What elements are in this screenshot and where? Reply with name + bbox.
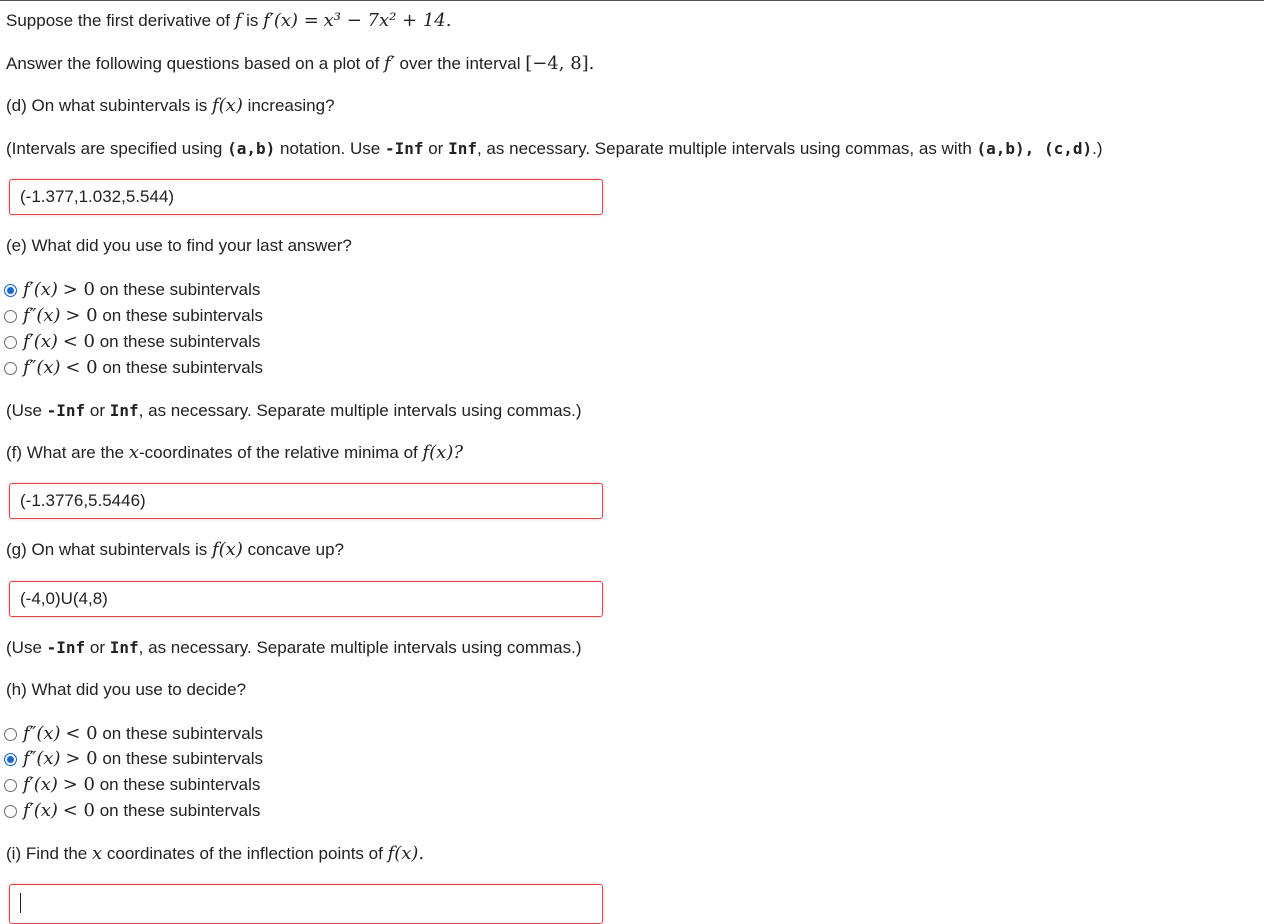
question-g	[6, 539, 344, 561]
usage-note-2	[6, 637, 582, 659]
note-prefix: (Use	[6, 638, 42, 657]
interval-label: [−4, 8].	[525, 53, 595, 74]
intro-is: is	[246, 11, 259, 30]
option-func: f′(x)	[23, 800, 58, 821]
radio-option-e-2[interactable]	[4, 305, 263, 327]
question-d-prefix: (d) On what subintervals is	[6, 96, 208, 115]
radio-option-e-3[interactable]	[4, 331, 260, 353]
note-neg-inf-code: -Inf	[46, 401, 86, 420]
instr-inf-code: Inf	[448, 139, 477, 158]
note-or: or	[89, 401, 106, 420]
option-rel: > 0	[62, 774, 95, 795]
radio-button-e-2[interactable]	[4, 310, 17, 323]
question-h: (h) What did you use to decide?	[6, 680, 247, 699]
interval-instructions	[6, 138, 1103, 160]
note-suffix: , as necessary. Separate multiple intervals using commas.)	[138, 401, 582, 420]
option-text: on these subintervals	[99, 775, 261, 794]
question-f-mid: -coordinates of the relative minima of	[139, 443, 418, 462]
option-rel: > 0	[65, 305, 98, 326]
question-f	[6, 442, 463, 464]
question-i	[6, 843, 424, 865]
question-e: (e) What did you use to find your last answer?	[6, 236, 352, 255]
instr-or: or	[428, 139, 444, 158]
math-f: f	[234, 10, 242, 31]
question-i-prefix: (i) Find the	[6, 844, 88, 863]
option-text: on these subintervals	[102, 306, 263, 325]
intro-line2-mid: over the interval	[399, 54, 521, 73]
option-func: f″(x)	[23, 723, 61, 744]
option-rel: < 0	[62, 331, 95, 352]
option-func: f′(x)	[23, 331, 58, 352]
radio-option-h-1[interactable]	[4, 723, 263, 745]
option-text: on these subintervals	[99, 280, 261, 299]
question-d-suffix: increasing?	[247, 96, 335, 115]
note-neg-inf-code: -Inf	[46, 638, 86, 657]
radio-button-h-3[interactable]	[4, 779, 17, 792]
instr-mid2: , as necessary. Separate multiple intervals using commas, as with	[476, 139, 972, 158]
note-inf-code: Inf	[109, 401, 139, 420]
instr-neg-inf-code: -Inf	[384, 139, 424, 158]
intro-line-1	[6, 10, 451, 32]
radio-button-e-4[interactable]	[4, 362, 17, 375]
top-divider	[0, 0, 1264, 1]
intro-prefix: Suppose the first derivative of	[6, 11, 230, 30]
math-x: x	[91, 843, 103, 864]
instr-prefix: (Intervals are specified using	[6, 139, 223, 158]
radio-button-e-1[interactable]	[4, 284, 17, 297]
usage-note-1	[6, 400, 582, 422]
radio-button-h-2[interactable]	[4, 753, 17, 766]
math-fprime-x: f′(x) =	[263, 10, 319, 31]
option-text: on these subintervals	[99, 332, 261, 351]
text-caret	[20, 893, 21, 913]
instr-end: .)	[1092, 139, 1103, 158]
option-rel: > 0	[62, 279, 95, 300]
option-rel: < 0	[62, 800, 95, 821]
question-g-suffix: concave up?	[247, 540, 344, 559]
answer-input-d[interactable]: (-1.377,1.032,5.544)	[9, 179, 603, 215]
instr-mid1: notation. Use	[280, 139, 381, 158]
instr-ab-code: (a,b)	[227, 139, 276, 158]
instr-example-code: (a,b), (c,d)	[976, 139, 1093, 158]
answer-input-i[interactable]	[9, 884, 603, 924]
option-func: f′(x)	[23, 279, 58, 300]
option-text: on these subintervals	[102, 724, 263, 743]
question-g-prefix: (g) On what subintervals is	[6, 540, 208, 559]
math-fx: f(x)?	[422, 442, 463, 463]
option-func: f′(x)	[23, 774, 58, 795]
math-fx: f(x)	[211, 95, 243, 116]
option-func: f″(x)	[23, 748, 61, 769]
question-f-prefix: (f) What are the	[6, 443, 125, 462]
radio-option-h-4[interactable]	[4, 800, 260, 822]
note-prefix: (Use	[6, 401, 42, 420]
radio-button-e-3[interactable]	[4, 336, 17, 349]
question-i-mid: coordinates of the inflection points of	[106, 844, 383, 863]
math-fprime: f′	[384, 53, 395, 74]
option-text: on these subintervals	[102, 358, 263, 377]
option-text: on these subintervals	[102, 749, 263, 768]
option-rel: > 0	[65, 748, 98, 769]
radio-option-h-2[interactable]	[4, 748, 263, 770]
answer-input-f[interactable]: (-1.3776,5.5446)	[9, 483, 603, 519]
radio-button-h-4[interactable]	[4, 805, 17, 818]
intro-line2-prefix: Answer the following questions based on a plot of	[6, 54, 380, 73]
math-x: x	[128, 442, 139, 463]
math-fx: f(x)	[211, 539, 243, 560]
option-text: on these subintervals	[99, 801, 261, 820]
note-suffix: , as necessary. Separate multiple intervals using commas.)	[138, 638, 582, 657]
question-d	[6, 95, 335, 117]
option-rel: < 0	[65, 723, 98, 744]
radio-option-e-4[interactable]	[4, 357, 263, 379]
radio-button-h-1[interactable]	[4, 728, 17, 741]
answer-input-g[interactable]: (-4,0)U(4,8)	[9, 581, 603, 617]
note-inf-code: Inf	[109, 638, 139, 657]
intro-line-2	[6, 53, 594, 75]
option-func: f″(x)	[23, 357, 61, 378]
note-or: or	[89, 638, 106, 657]
option-func: f″(x)	[23, 305, 61, 326]
math-fx: f(x).	[387, 843, 425, 864]
radio-option-e-1[interactable]	[4, 279, 260, 301]
derivative-formula: x³ − 7x² + 14.	[323, 10, 452, 31]
option-rel: < 0	[65, 357, 98, 378]
radio-option-h-3[interactable]	[4, 774, 260, 796]
